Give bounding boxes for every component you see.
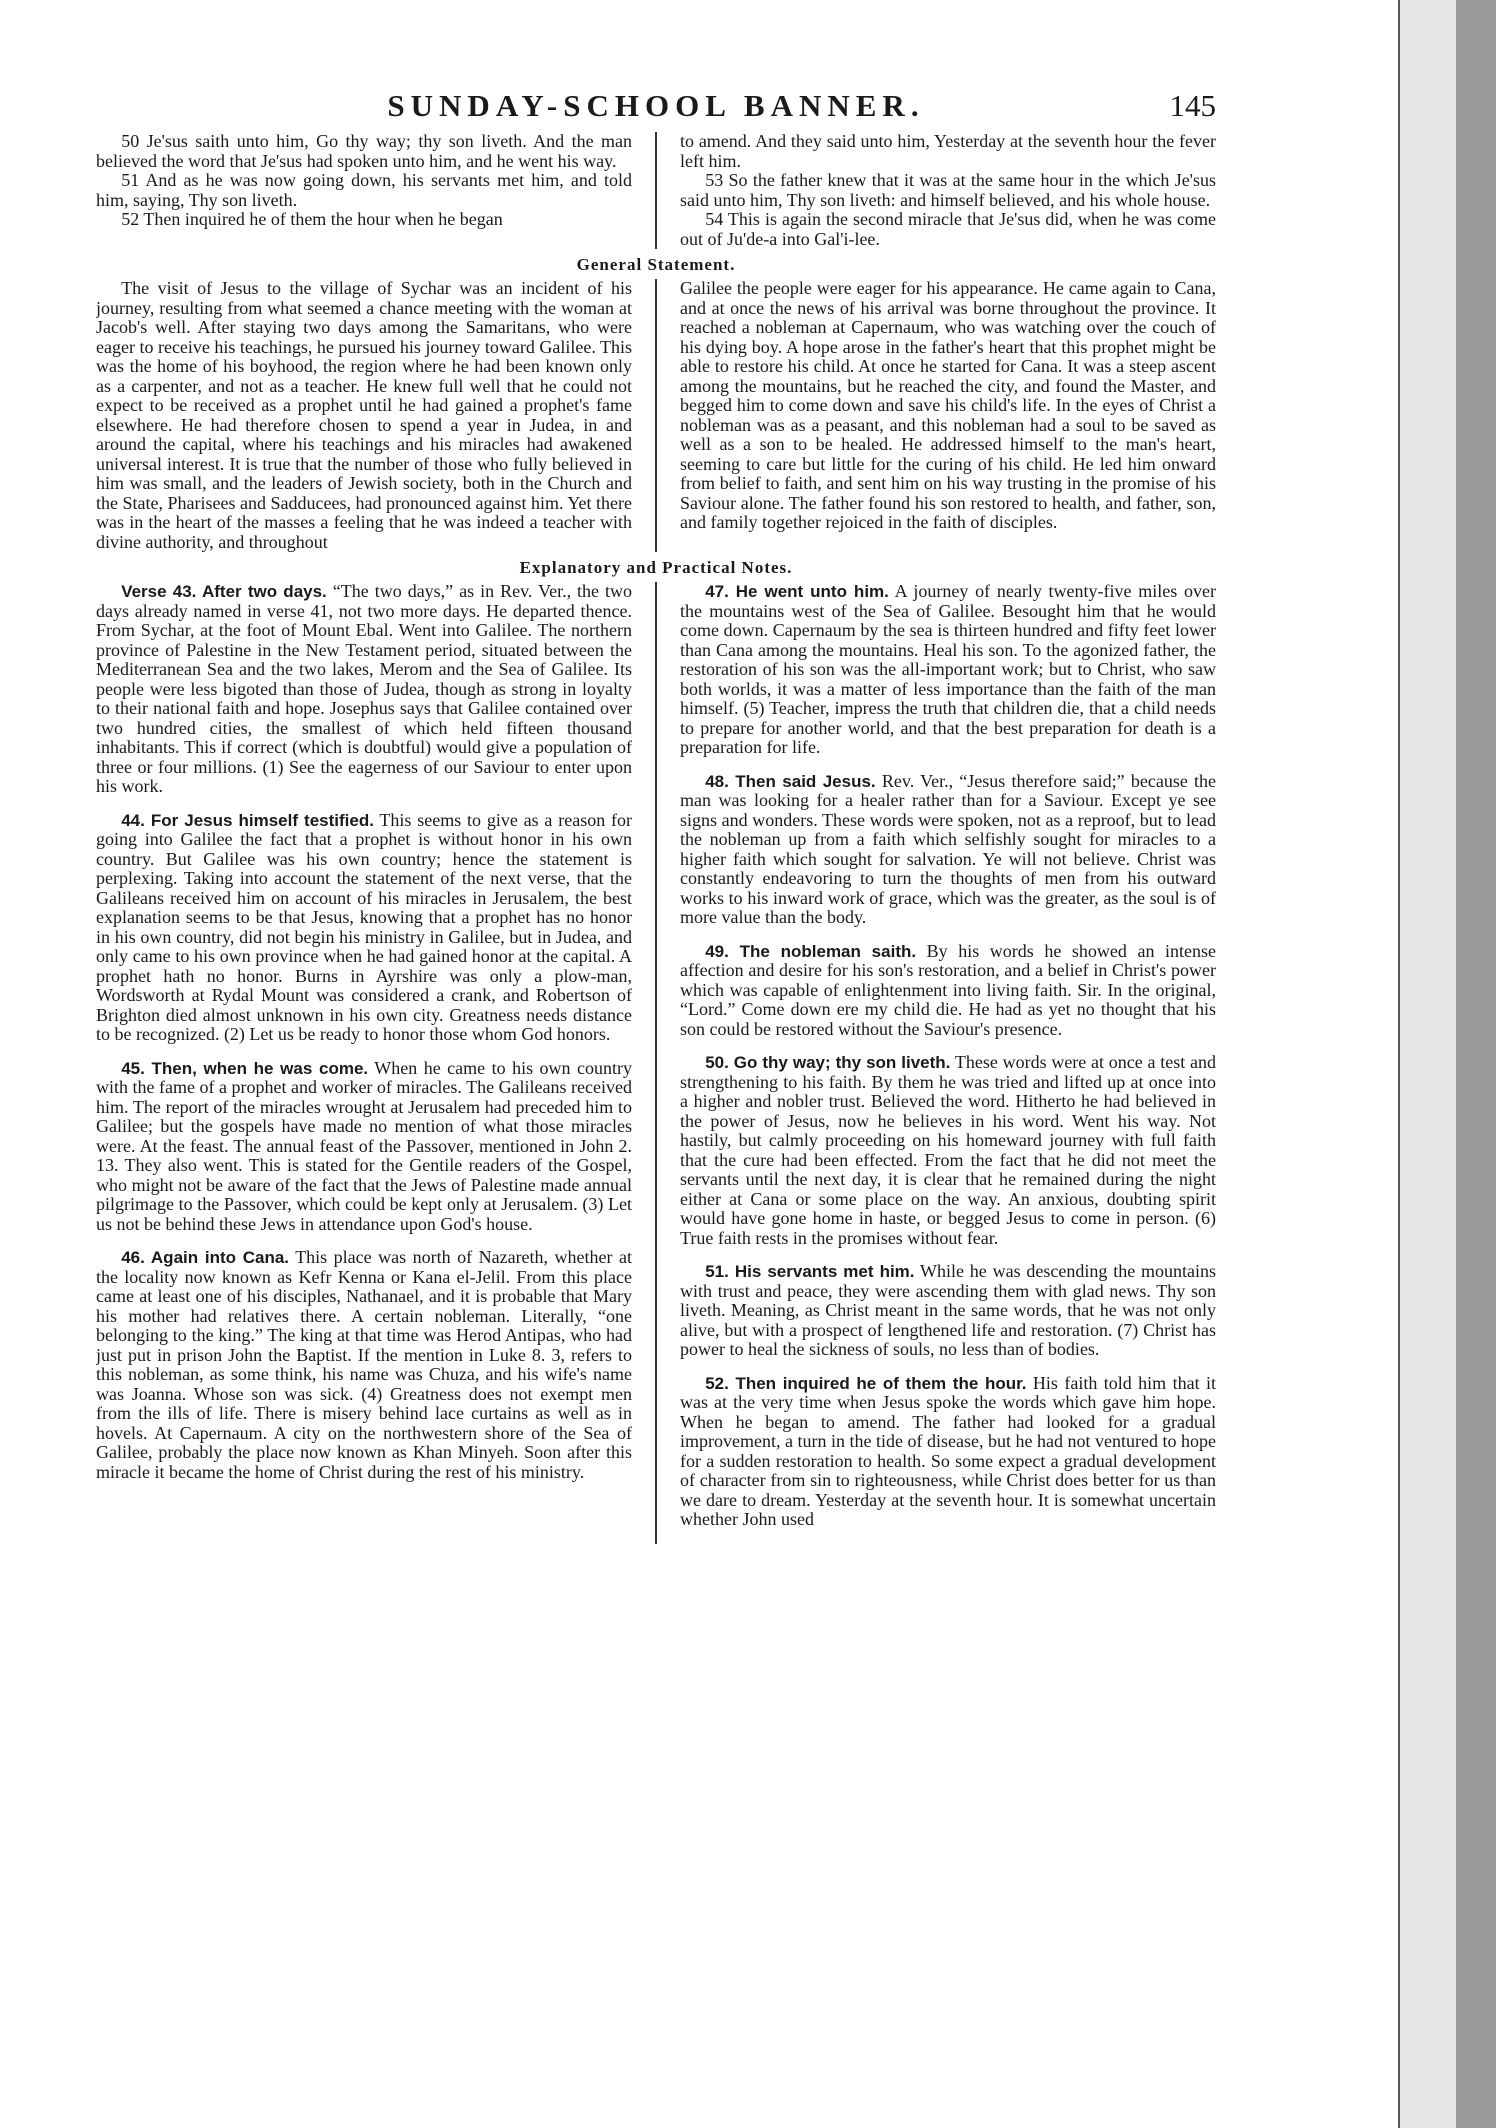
note-paragraph (680, 772, 1216, 928)
note-text: This seems to give as a reason for going into Galilee the fact that a prophet is without honor in his own country. But Galilee was his own country; hence the statement is perplexing. Taking into account the statement of the next verse, that the Galileans received him on account of his miracles in Jerusalem, the best explanation seems to be that Jesus, knowing that a prophet has no honor in his own country, did not begin his ministry in Galilee, but in Judea, and only came to his own province when he had gained honor at the capital. A prophet hath no honor. Burns in Ayrshire was only a plow-man, Wordsworth at Rydal Mount was considered a crank, and Robertson of Brighton died almost unknown in his own city. Greatness needs distance to be recognized. (2) Let us be ready to honor those whom God honors. (96, 809, 632, 1044)
verse-54: 54 This is again the second miracle that Je'sus did, when he was come out of Ju'de-a into Gal'i-lee. (680, 209, 1216, 249)
page-title: SUNDAY-SCHOOL BANNER. (387, 88, 925, 123)
note-lead: 48. Then said Jesus. (705, 771, 876, 791)
note-paragraph (96, 1248, 632, 1482)
page (96, 80, 1216, 2060)
book-spine-edge (1456, 0, 1496, 2128)
note-paragraph (680, 582, 1216, 758)
note-51 (680, 1262, 1216, 1360)
verse-52-cont: to amend. And they said unto him, Yesterday at the seventh hour the fever left him. (680, 131, 1216, 171)
column-divider (655, 132, 657, 249)
note-52 (680, 1374, 1216, 1530)
note-lead: Verse 43. After two days. (121, 582, 327, 601)
note-lead: 46. Again into Cana. (121, 1248, 290, 1267)
note-text: When he came to his own country with the fame of a prophet and worker of miracles. The Galileans received him. The report of the miracles wrought at Jerusalem had preceded him to Galilee; but the gospels have made no mention of what those miracles were. At the feast. The annual feast of the Passover, mentioned in John 2. 13. They also went. This is stated for the Gentile readers of the Gospel, who might not be aware of the fact that the Jews of Palestine made annual pilgrimage to the Passover, which could be kept only at Jerusalem. (3) Let us not be behind these Jews in attendance upon God's house. (96, 1057, 632, 1234)
note-43 (96, 582, 632, 797)
notes-right-column (680, 582, 1216, 1544)
verse-51: 51 And as he was now going down, his servants met him, and told him, saying, Thy son liveth. (96, 170, 632, 210)
note-text: These words were at once a test and strengthening to his faith. By them he was tried and lifted up at once into a higher and nobler trust. Believed the word. Hitherto he had believed in the power of Jesus, now he believes in his word. Went his way. Not hastily, but calmly proceeding on his homeward journey with full faith that the cure had been effected. From the fact that he did not meet the servants until the next day, it is clear that he remained during the night either at Cana or some place on the way. An anxious, doubting spirit would have gone home in haste, or begged Jesus to come in person. (6) True faith rests in the promises without fear. (680, 1052, 1216, 1248)
notes-left-column (96, 582, 632, 1544)
verse-52: 52 Then inquired he of them the hour when he began (121, 209, 503, 229)
notes-heading: Explanatory and Practical Notes. (519, 558, 793, 577)
note-lead: 45. Then, when he was come. (121, 1058, 369, 1078)
general-statement-left (96, 279, 632, 552)
note-paragraph (680, 1374, 1216, 1530)
scripture-block (96, 132, 1216, 249)
note-text: “The two days,” as in Rev. Ver., the two days already named in verse 41, not two more days. He departed thence. From Sychar, at the foot of Mount Ebal. Went into Galilee. The northern province of Palestine in the New Testament period, situated between the Mediterranean Sea and the two lakes, Merom and the Sea of Galilee. Its people were less bigoted than those of Judea, though as strong in loyalty to their national faith and hope. Josephus says that Galilee contained over two hundred cities, the smallest of which held fifteen thousand inhabitants. This if correct (which is doubtful) would give a population of three or four millions. (1) See the eagerness of our Saviour to enter upon his work. (96, 581, 633, 796)
note-lead: 51. His servants met him. (705, 1262, 915, 1281)
note-lead: 44. For Jesus himself testified. (121, 810, 374, 830)
note-paragraph (680, 1053, 1216, 1248)
note-text: This place was north of Nazareth, whether at the locality now known as Kefr Kenna or Kana el-Jelil. From this place came at least one of his disciples, Nathanael, and it is probable that Mary his mother had relatives there. A certain nobleman. Literally, “one belonging to the king.” The king at that time was Herod Antipas, who had just put in prison John the Baptist. If the mention in Luke 8. 3, refers to this nobleman, as some think, his name was Chuza, and his wife's name was Joanna. Whose son was sick. (4) Greatness does not exempt men from the ills of life. There is misery behind lace curtains as well as in hovels. At Capernaum. A city on the northwestern shore of the Sea of Galilee, probably the place now known as Khan Minyeh. Soon after this miracle it became the home of Christ during the rest of his ministry. (96, 1247, 632, 1482)
note-paragraph (96, 811, 632, 1045)
note-48 (680, 772, 1216, 928)
note-text: His faith told him that it was at the very time when Jesus spoke the words which gave him hope. When he began to amend. The father had looked for a gradual improvement, a turn in the tide of disease, but he had not ventured to hope for a sudden restoration to health. So some expect a gradual development of character from sin to righteousness, while Christ does better for us than we dare to dream. Yesterday at the seventh hour. It is somewhat uncertain whether John used (680, 1372, 1216, 1529)
note-lead: 49. The nobleman saith. (705, 941, 917, 961)
note-44 (96, 811, 632, 1045)
verse-53: 53 So the father knew that it was at the same hour in the which Je'sus said unto him, Thy son liveth: and himself believed, and his whole house. (680, 170, 1216, 210)
note-text: By his words he showed an intense affection and desire for his son's restoration, and a belief in Christ's power which was capable of enlightenment into living faith. Sir. In the original, “Lord.” Come down ere my child die. He had as yet no thought that his son could be restored without the Saviour's presence. (680, 940, 1216, 1039)
note-46 (96, 1248, 632, 1482)
note-lead: 50. Go thy way; thy son liveth. (705, 1053, 951, 1072)
scripture-right-column (680, 132, 1216, 249)
note-lead: 47. He went unto him. (705, 582, 889, 601)
note-47 (680, 582, 1216, 758)
note-text: Rev. Ver., “Jesus therefore said;” because the man was looking for a healer rather than for a Saviour. Except ye see signs and wonders. These words were spoken, not as a reproof, but to lead the nobleman up from a faith which selfishly sought for miracles to a higher faith which sought for salvation. Ye will not believe. Christ was constantly endeavoring to turn the thoughts of men from his outward works to his inward work of grace, which was the greater, as the soul is of more value than the body. (680, 770, 1216, 927)
scripture-left-column (96, 132, 632, 249)
notes (96, 582, 1216, 1544)
general-statement-heading: General Statement. (576, 255, 736, 274)
note-45 (96, 1059, 632, 1235)
running-head (96, 80, 1216, 132)
note-text: While he was descending the mountains with trust and peace, they were ascending them with glad news. Thy son liveth. Meaning, as Christ meant in the same words, that he was not only alive, but with a prospect of lengthened life and restoration. (7) Christ has power to heal the sickness of souls, no less than of bodies. (680, 1261, 1216, 1359)
page-number: 145 (1169, 88, 1216, 123)
note-paragraph (96, 582, 632, 797)
page-block-edge (1400, 0, 1456, 2128)
note-50 (680, 1053, 1216, 1248)
page-edge-line (1398, 0, 1400, 2128)
general-statement (96, 279, 1216, 552)
note-paragraph (96, 1059, 632, 1235)
column-divider (655, 279, 657, 552)
column-divider (655, 582, 657, 1544)
general-statement-right-text: Galilee the people were eager for his appearance. He came again to Cana, and at once the news of his arrival was borne throughout the province. It reached a nobleman at Capernaum, who was watching over the couch of his dying boy. A hope arose in the father's heart that this prophet might be able to restore his child. At once he started for Cana. It was a steep ascent among the mountains, but he reached the city, and found the Master, and begged him to come down and save his child's life. In the eyes of Christ a nobleman was as a peasant, and this nobleman had a soul to be saved as well as a son to be healed. He addressed himself to the man's heart, seeming to care but little for the curing of his child. He led him onward from belief to faith, and sent him on his way trusting in the promise of his Saviour alone. The father found his son restored to health, and father, son, and family together rejoiced in the faith of disciples. (680, 278, 1216, 532)
verse-50: 50 Je'sus saith unto him, Go thy way; thy son liveth. And the man believed the word that Je'sus had spoken unto him, and he went his way. (96, 131, 632, 171)
note-text: A journey of nearly twenty-five miles over the mountains west of the Sea of Galilee. Besought him that he would come down. Capernaum by the sea is thirteen hundred and fifty feet lower than Cana among the mountains. Heal his son. To the agonized father, the restoration of his son was the all-important work; but to Christ, who saw both worlds, it was a matter of less importance than the faith of the man himself. (5) Teacher, impress the truth that children die, that a child needs to prepare for another world, and that the best preparation for death is a preparation for life. (680, 581, 1216, 757)
note-paragraph (680, 942, 1216, 1040)
note-49 (680, 942, 1216, 1040)
general-statement-left-text: The visit of Jesus to the village of Sychar was an incident of his journey, resulting from what seemed a chance meeting with the woman at Jacob's well. After staying two days among the Samaritans, who were eager to receive his teachings, he pursued his journey toward Galilee. This was the home of his boyhood, the region where he had been known only as a carpenter, and not as a teacher. He knew full well that he could not expect to be received as a prophet until he had gained a prophet's fame elsewhere. He had therefore chosen to spend a year in Judea, in and around the capital, where his teachings and his miracles had awakened universal interest. It is true that the number of those who fully believed in him was small, and the leaders of Jewish society, both in the Church and the State, Pharisees and Sadducees, had pronounced against him. Yet there was in the heart of the masses a feeling that he was indeed a teacher with divine authority, and throughout (96, 278, 632, 552)
general-statement-right (680, 279, 1216, 552)
note-paragraph (680, 1262, 1216, 1360)
note-lead: 52. Then inquired he of them the hour. (705, 1373, 1027, 1393)
